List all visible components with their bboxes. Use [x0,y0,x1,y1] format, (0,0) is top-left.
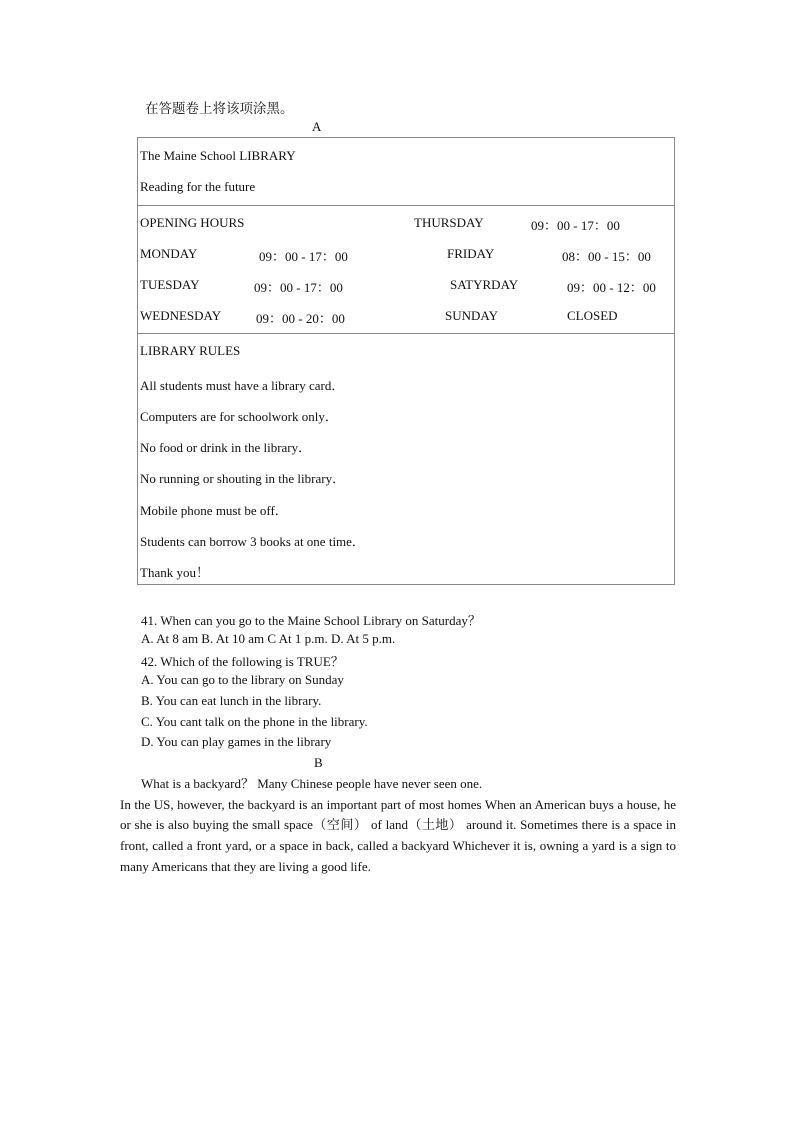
rule-item: Thank you！ [140,565,209,580]
question-42-option: D. You can play games in the library [141,734,332,749]
question-42: 42. Which of the following is TRUE？ [141,654,344,669]
rule-item: Students can borrow 3 books at one time． [140,534,365,549]
hours-day: WEDNESDAY [140,308,222,323]
hours-day: SUNDAY [445,308,498,323]
notice-title: The Maine School LIBRARY [140,148,296,163]
hours-time: 08：00 - 15：00 [562,249,651,264]
hours-time: 09：00 - 12：00 [567,280,656,295]
hours-time: 09：00 - 17：00 [254,280,343,295]
hours-time: 09：00 - 17：00 [531,218,620,233]
rule-item: All students must have a library card． [140,378,345,393]
divider [138,205,674,206]
hours-day: SATYRDAY [450,277,519,292]
hours-time: CLOSED [567,308,618,323]
library-notice [137,137,675,585]
question-42-option: B. You can eat lunch in the library. [141,693,322,708]
hours-time: 09：00 - 17：00 [259,249,348,264]
rule-item: Mobile phone must be off． [140,503,288,518]
rule-item: Computers are for schoolwork only． [140,409,338,424]
notice-subtitle: Reading for the future [140,179,256,194]
passage-b [120,774,676,878]
passage-first-line: What is a backyard？ Many Chinese people have never seen one. [141,776,483,791]
question-41-options: A. At 8 am B. At 10 am C At 1 p.m. D. At 5 p.m. [141,631,396,646]
passage-body: In the US, however, the backyard is an important part of most homes When an American buys a house, he or she is also buying the small space（空间） of land（土地） around it. Sometimes there is a space in front, called a front yard, or a space in back, called a backyard Whichever it is, owning a yard is a sign to many Americans that they are living a good life. [120,796,676,874]
hours-time: 09：00 - 20：00 [256,311,345,326]
section-b-label: B [314,755,323,770]
hours-day: TUESDAY [140,277,200,292]
instruction-text: 在答题卷上将该项涂黑。 [145,101,294,117]
hours-heading: OPENING HOURS [140,215,245,230]
question-41: 41. When can you go to the Maine School Library on Saturday？ [141,613,481,628]
section-a-label: A [312,119,322,134]
rule-item: No food or drink in the library． [140,440,312,455]
hours-day: FRIDAY [447,246,495,261]
question-42-option: C. You cant talk on the phone in the library. [141,714,368,729]
rules-heading: LIBRARY RULES [140,343,241,358]
hours-day: MONDAY [140,246,198,261]
question-42-option: A. You can go to the library on Sunday [141,672,344,687]
hours-day: THURSDAY [414,215,484,230]
rule-item: No running or shouting in the library． [140,471,346,486]
divider [138,333,674,334]
